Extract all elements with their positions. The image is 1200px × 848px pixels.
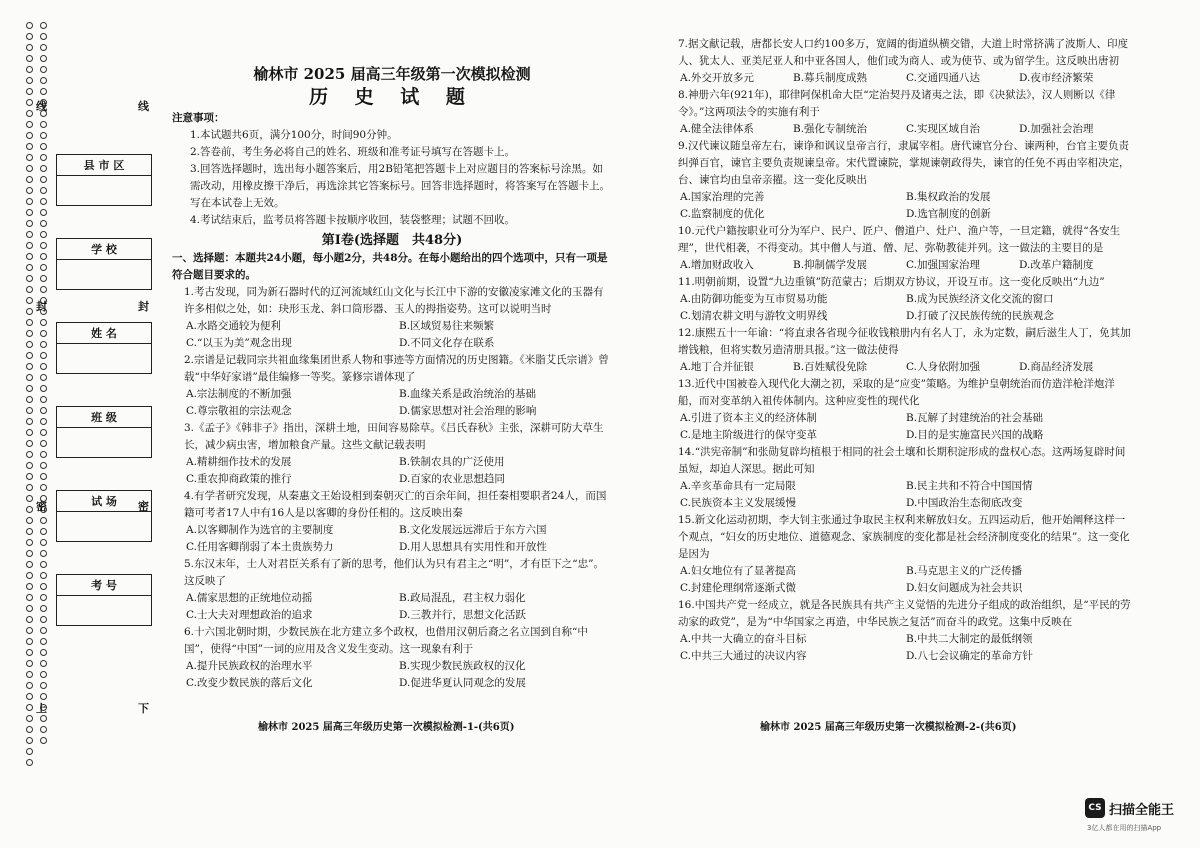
binding-hole (26, 605, 33, 612)
answer-option[interactable]: A.儒家思想的正统地位动摇 (186, 592, 313, 604)
answer-option[interactable]: C.“以玉为美”观念出现 (186, 337, 292, 349)
binding-hole (40, 341, 47, 348)
answer-option[interactable]: A.由防御功能变为互市贸易功能 (680, 293, 828, 305)
answer-option[interactable]: A.国家治理的完善 (680, 191, 765, 203)
answer-option[interactable]: D.不同文化存在联系 (399, 337, 495, 349)
question-stem: 15.新文化运动初期，李大钊主张通过争取民主权利来解放妇女。五四运动后，他开始阐释这样一个观点，“妇女的历史地位、道德观念、家族制度的变化都是社会经济制度变化的结果”。这一变化是因为 (678, 514, 1130, 560)
binding-hole (40, 44, 47, 51)
binding-hole (26, 110, 33, 117)
county-label: 县 市 区 (57, 155, 151, 176)
question-item (172, 556, 612, 624)
binding-hole (40, 33, 47, 40)
binding-hole (26, 132, 33, 139)
answer-option[interactable]: C.重农抑商政策的推行 (186, 473, 292, 485)
county-box[interactable] (56, 154, 152, 206)
option-group (666, 70, 1132, 87)
binding-hole (26, 715, 33, 722)
answer-option[interactable]: C.民族资本主义发展缓慢 (680, 497, 796, 509)
answer-option[interactable]: B.马克思主义的广泛传播 (906, 565, 1023, 577)
page-two-footer: 榆林市 2025 届高三年级历史第一次模拟检测-2-(共6页) (760, 722, 1017, 733)
binding-holes-outer (26, 22, 33, 766)
binding-hole (40, 594, 47, 601)
answer-option[interactable]: D.加强社会治理 (1019, 123, 1094, 135)
binding-hole (40, 561, 47, 568)
question-item (666, 444, 1132, 512)
binding-hole (26, 44, 33, 51)
answer-option[interactable]: D.妇女问题成为社会共识 (906, 582, 1023, 594)
seal-char-mid-right: 封 (138, 300, 149, 313)
binding-hole (26, 517, 33, 524)
binding-hole (26, 660, 33, 667)
question-stem: 9.汉代谏议随皇帝左右，谏诤和讽议皇帝言行，隶属宰相。唐代谏官分台、谏两种，台官主要负责纠弹百官，谏官主要负责规谏皇帝。宋代置谏院，掌规谏朝政得失，谏官的任免不再由宰相决定，台、谏官均由皇帝亲擢。这一变化反映出 (678, 140, 1130, 186)
question-stem: 11.明朝前期，设置“九边重镇”防范蒙古；后期双方协议，开设互市。这一变化反映出“九边” (678, 276, 1105, 288)
binding-hole (26, 550, 33, 557)
binding-hole (26, 275, 33, 282)
exam-room-label: 试 场 (57, 491, 151, 512)
binding-hole (26, 286, 33, 293)
answer-option[interactable]: C.交通四通八达 (906, 72, 980, 84)
binding-hole (40, 451, 47, 458)
option-group (666, 478, 1132, 512)
answer-option[interactable]: D.商品经济发展 (1019, 361, 1094, 373)
binding-hole (26, 352, 33, 359)
binding-hole (40, 187, 47, 194)
binding-hole (26, 451, 33, 458)
answer-option[interactable]: C.改变少数民族的落后文化 (186, 677, 313, 689)
answer-option[interactable]: D.改革户籍制度 (1019, 259, 1094, 271)
binding-hole (40, 407, 47, 414)
option-group (172, 590, 612, 624)
question-stem: 7.据文献记载，唐都长安人口约100多万，宽阔的街道纵横交错，大道上时常挤满了波斯人、印度人、犹太人、亚美尼亚人和中亚各国人，他们或为商人、或为使节、或为留学生。这反映出唐初 (678, 38, 1129, 67)
binding-hole (40, 330, 47, 337)
binding-hole (26, 759, 33, 766)
seal-char-top-left: 线 (36, 100, 47, 113)
binding-hole (26, 176, 33, 183)
binding-hole (40, 176, 47, 183)
binding-hole (26, 594, 33, 601)
binding-hole (26, 99, 33, 106)
answer-option[interactable]: A.健全法律体系 (680, 123, 754, 135)
binding-hole (40, 429, 47, 436)
page-two-column (666, 36, 1132, 665)
binding-hole (26, 506, 33, 513)
answer-option[interactable]: D.三教并行，思想文化活跃 (399, 609, 526, 621)
binding-hole (26, 440, 33, 447)
binding-hole (26, 495, 33, 502)
answer-option[interactable]: A.增加财政收入 (680, 259, 754, 271)
answer-option[interactable]: D.中国政治生态彻底改变 (906, 497, 1023, 509)
seal-char-top-right: 线 (138, 100, 149, 113)
question-stem: 6.十六国北朝时期，少数民族在北方建立多个政权，也借用汉朝后裔之名立国到自称“中国”，使得“中国”一词的应用及含义发生变动。这一现象有利于 (184, 626, 588, 655)
option-group (666, 631, 1132, 665)
answer-option[interactable]: B.民主共和不符合中国国情 (906, 480, 1033, 492)
question-item (172, 488, 612, 556)
answer-option[interactable]: C.是地主阶级进行的保守变革 (680, 429, 817, 441)
answer-option[interactable]: C.加强国家治理 (906, 259, 980, 271)
answer-option[interactable]: B.文化发展远远滞后于东方六国 (399, 524, 547, 536)
seal-char-mid-left: 封 (36, 300, 47, 313)
option-group (666, 257, 1132, 274)
question-item (172, 624, 612, 692)
answer-option[interactable]: B.瓦解了封建统治的社会基础 (906, 412, 1044, 424)
binding-hole (40, 638, 47, 645)
answer-option[interactable]: B.集权政治的发展 (906, 191, 991, 203)
question-stem: 8.神册六年(921年)，耶律阿保机命大臣“定治契丹及诸夷之法，即《决狱法》，汉人则断以《律令》。”这两项法令的实施有利于 (678, 89, 1116, 118)
binding-hole (40, 154, 47, 161)
binding-hole (26, 220, 33, 227)
option-group (666, 121, 1132, 138)
binding-hole (26, 341, 33, 348)
camscanner-icon: CS (1085, 798, 1105, 818)
binding-hole (40, 231, 47, 238)
answer-option[interactable]: C.中共三大通过的决议内容 (680, 650, 807, 662)
option-group (666, 291, 1132, 325)
binding-hole (26, 297, 33, 304)
binding-hole (26, 418, 33, 425)
note-item: 2.答卷前，考生务必将自己的姓名、班级和准考证号填写在答题卡上。 (190, 146, 516, 158)
answer-option[interactable]: C.划清农耕文明与游牧文明界线 (680, 310, 828, 322)
binding-hole (40, 209, 47, 216)
exam-title: 榆林市 2025 届高三年级第一次模拟检测 (253, 65, 531, 83)
binding-hole (40, 715, 47, 722)
binding-hole (40, 220, 47, 227)
binding-hole (26, 198, 33, 205)
note-item: 4.考试结束后，监考员将答题卡按顺序收回，装袋整理；试题不回收。 (190, 214, 516, 226)
school-label: 学 校 (57, 239, 151, 260)
answer-option[interactable]: C.任用客卿削弱了本土贵族势力 (186, 541, 334, 553)
binding-hole (40, 671, 47, 678)
binding-hole (40, 484, 47, 491)
answer-option[interactable]: B.区域贸易往来频繁 (399, 320, 495, 332)
binding-hole (40, 616, 47, 623)
question-stem: 4.有学者研究发现，从秦惠文王始设相到秦朝灭亡的百余年间，担任秦相要职者24人，而国籍可考者17人中有16人是以客卿的身份任相的。这反映出秦 (184, 490, 607, 519)
question-stem: 13.近代中国被卷入现代化大潮之初，采取的是“应变”策略。为维护皇朝统治而仿造洋枪洋炮洋船，而对变革纳入祖传体制内。这种应变性的现代化 (678, 378, 1115, 407)
binding-hole (26, 583, 33, 590)
option-group (666, 563, 1132, 597)
answer-option[interactable]: C.尊宗敬祖的宗法观念 (186, 405, 292, 417)
name-label: 姓 名 (57, 323, 151, 344)
binding-hole (40, 517, 47, 524)
binding-hole (26, 264, 33, 271)
answer-option[interactable]: A.宗法制度的不断加强 (186, 388, 292, 400)
question-item (666, 274, 1132, 325)
name-box[interactable] (56, 322, 152, 374)
binding-hole (40, 352, 47, 359)
binding-hole (26, 55, 33, 62)
binding-hole (40, 264, 47, 271)
binding-hole (26, 363, 33, 370)
section-intro: 一、选择题：本题共24小题，每小题2分，共48分。在每小题给出的四个选项中，只有一项是符合题目要求的。 (172, 252, 608, 281)
seal-char-low-left: 密 (36, 500, 47, 513)
question-item (666, 223, 1132, 274)
binding-hole (40, 363, 47, 370)
binding-hole (40, 66, 47, 73)
notes-heading: 注意事项： (172, 112, 225, 124)
seal-char-bottom-up: 上 (36, 702, 47, 715)
answer-option[interactable]: B.抑制儒学发展 (793, 259, 868, 271)
question-item (666, 325, 1132, 376)
option-group (172, 522, 612, 556)
answer-option[interactable]: D.八七会议确定的革命方针 (906, 650, 1033, 662)
option-group (172, 386, 612, 420)
binding-hole (40, 385, 47, 392)
answer-option[interactable]: A.地丁合并征银 (680, 361, 754, 373)
answer-option[interactable]: C.监察制度的优化 (680, 208, 765, 220)
answer-option[interactable]: C.实现区域自治 (906, 123, 980, 135)
binding-hole (26, 462, 33, 469)
binding-hole (26, 374, 33, 381)
binding-hole (26, 561, 33, 568)
binding-hole (40, 132, 47, 139)
question-stem: 5.东汉末年，士人对君臣关系有了新的思考，他们认为只有君主之“明”，才有臣下之“忠”。这反映了 (184, 558, 604, 587)
answer-option[interactable]: D.打破了汉民族传统的民族观念 (906, 310, 1054, 322)
binding-hole (26, 165, 33, 172)
binding-hole (40, 77, 47, 84)
question-item (666, 36, 1132, 87)
watermark-tagline: 3亿人都在用的扫描App (1087, 824, 1162, 832)
binding-hole (40, 682, 47, 689)
option-group (172, 318, 612, 352)
class-label: 班 级 (57, 407, 151, 428)
answer-option[interactable]: A.外交开放多元 (680, 72, 754, 84)
answer-option[interactable]: B.强化专制统治 (793, 123, 868, 135)
question-stem: 2.宗谱是记载同宗共祖血缘集团世系人物和事迹等方面情况的历史图籍。《米脂艾氏宗谱》曾载“中华好家谱”最佳编修一等奖。篆修宗谱体现了 (184, 354, 609, 383)
binding-hole (40, 462, 47, 469)
binding-hole (26, 737, 33, 744)
question-list-right (666, 36, 1132, 665)
question-item (666, 512, 1132, 597)
binding-hole (26, 726, 33, 733)
binding-hole (26, 88, 33, 95)
binding-hole (26, 649, 33, 656)
answer-option[interactable]: D.目的是实施富民兴国的战略 (906, 429, 1044, 441)
binding-hole (26, 671, 33, 678)
binding-hole (26, 187, 33, 194)
binding-hole (26, 319, 33, 326)
answer-option[interactable]: C.封建伦理纲常逐渐式微 (680, 582, 796, 594)
answer-option[interactable]: A.妇女地位有了显著提高 (680, 565, 796, 577)
school-box[interactable] (56, 238, 152, 290)
binding-hole (40, 572, 47, 579)
question-item (666, 597, 1132, 665)
binding-hole (40, 396, 47, 403)
binding-hole (26, 473, 33, 480)
binding-hole (26, 231, 33, 238)
answer-option[interactable]: B.铁制农具的广泛使用 (399, 456, 505, 468)
question-stem: 16.中国共产党一经成立，就是各民族具有共产主义觉悟的先进分子组成的政治组织，是“平民的劳动家的政党”，是为“中华国家之再造，中华民族之复活”而奋斗的政党。这集中反映在 (678, 599, 1131, 628)
binding-hole (40, 440, 47, 447)
answer-option[interactable]: D.用人思想具有实用性和开放性 (399, 541, 547, 553)
answer-option[interactable]: B.成为民族经济文化交流的窗口 (906, 293, 1054, 305)
answer-option[interactable]: A.精耕细作技术的发展 (186, 456, 292, 468)
seal-char-low-right: 密 (138, 500, 149, 513)
question-item (666, 376, 1132, 444)
binding-hole (40, 726, 47, 733)
page-one-footer: 榆林市 2025 届高三年级历史第一次模拟检测-1-(共6页) (258, 722, 515, 733)
answer-option[interactable]: D.百家的农业思想趋同 (399, 473, 505, 485)
binding-hole (40, 253, 47, 260)
answer-option[interactable]: B.血缘关系是政治统治的基础 (399, 388, 537, 400)
binding-hole (26, 385, 33, 392)
option-group (172, 454, 612, 488)
binding-hole (40, 627, 47, 634)
note-item: 3.回答选择题时，选出每小题答案后，用2B铅笔把答题卡上对应题目的答案标号涂黑。如需改动，用橡皮擦干净后，再选涂其它答案标号。回答非选择题时，将答案写在答题卡上。写在本试卷上无效。 (190, 163, 610, 209)
seal-char-bottom-down: 下 (138, 702, 149, 715)
binding-hole (40, 286, 47, 293)
answer-option[interactable]: B.募兵制度成熟 (793, 72, 868, 84)
question-stem: 1.考古发现，同为新石器时代的辽河流域红山文化与长江中下游的安徽凌家滩文化的玉器有许多相似之处，如：玦形玉龙、斜口筒形器、玉人的拇指姿势。这可以说明当时 (184, 286, 604, 315)
binding-hole (40, 143, 47, 150)
answer-option[interactable]: A.水路交通较为便利 (186, 320, 281, 332)
binding-hole (26, 121, 33, 128)
binding-hole (26, 572, 33, 579)
question-item (172, 284, 612, 352)
binding-hole (40, 275, 47, 282)
answer-option[interactable]: D.儒家思想对社会治理的影响 (399, 405, 537, 417)
binding-holes-inner (40, 22, 47, 744)
binding-hole (40, 693, 47, 700)
option-group (172, 658, 612, 692)
binding-hole (40, 55, 47, 62)
binding-hole (26, 242, 33, 249)
answer-option[interactable]: D.选官制度的创新 (906, 208, 991, 220)
binding-strip (22, 22, 154, 760)
binding-hole (40, 319, 47, 326)
binding-hole (26, 693, 33, 700)
question-stem: 10.元代户籍按职业可分为军户、民户、匠户、僧道户、灶户、渔户等，一旦定籍，就得“各安生理”，世代相袭，不得变动。其中僧人与道、僧、尼、弥勒教徒并列。这一做法的主要目的是 (678, 225, 1121, 254)
binding-hole (26, 704, 33, 711)
answer-option[interactable]: C.士大夫对理想政治的追求 (186, 609, 313, 621)
section-title: 第Ⅰ卷(选择题 共48分) (321, 233, 463, 248)
binding-hole (40, 88, 47, 95)
binding-hole (26, 627, 33, 634)
answer-option[interactable]: D.夜市经济繁荣 (1019, 72, 1094, 84)
answer-option[interactable]: B.中共二大制定的最低纲领 (906, 633, 1033, 645)
class-box[interactable] (56, 406, 152, 458)
binding-hole (40, 121, 47, 128)
answer-option[interactable]: A.引进了资本主义的经济体制 (680, 412, 817, 424)
exam-number-box[interactable] (56, 574, 152, 626)
question-item (666, 138, 1132, 223)
answer-option[interactable]: D.促进华夏认同观念的发展 (399, 677, 526, 689)
answer-option[interactable]: A.以客卿制作为选官的主要制度 (186, 524, 334, 536)
note-item: 1.本试题共6页，满分100分，时间90分钟。 (190, 129, 398, 141)
binding-hole (26, 330, 33, 337)
watermark-name: 扫描全能王 (1109, 803, 1175, 818)
binding-hole (26, 22, 33, 29)
question-stem: 12.康熙五十一年谕：“将直隶各省现今征收钱粮册内有名人丁，永为定数，嗣后滋生人丁，免其加增钱粮，但将实数另造清册具报。”这一做法使得 (678, 327, 1131, 356)
binding-hole (40, 539, 47, 546)
binding-hole (40, 528, 47, 535)
binding-hole (40, 649, 47, 656)
binding-hole (40, 660, 47, 667)
binding-hole (26, 209, 33, 216)
binding-hole (26, 308, 33, 315)
answer-option[interactable]: A.中共一大确立的奋斗目标 (680, 633, 807, 645)
binding-hole (26, 748, 33, 755)
answer-option[interactable]: A.辛亥革命具有一定局限 (680, 480, 796, 492)
binding-hole (26, 253, 33, 260)
binding-hole (26, 66, 33, 73)
binding-hole (26, 407, 33, 414)
question-stem: 3.《孟子》《韩非子》指出，深耕土地，田间容易除草。《吕氏春秋》主张，深耕可防大草生长，减少病虫害，增加粮食产量。这些文献记载表明 (184, 422, 604, 451)
answer-option[interactable]: B.政局混乱，君主权力弱化 (399, 592, 526, 604)
binding-hole (40, 418, 47, 425)
binding-hole (26, 396, 33, 403)
question-stem: 14.“洪宪帝制”和张勋复辟均植根于相同的社会土壤和长期积淀形成的盘权心态。这两场复辟时间虽短，却迫人深思。据此可知 (678, 446, 1126, 475)
option-group (666, 359, 1132, 376)
binding-hole (26, 528, 33, 535)
question-list-left (172, 284, 612, 692)
binding-hole (26, 682, 33, 689)
binding-hole (40, 198, 47, 205)
binding-hole (26, 484, 33, 491)
binding-hole (40, 737, 47, 744)
binding-hole (26, 429, 33, 436)
binding-hole (26, 143, 33, 150)
binding-hole (26, 77, 33, 84)
option-group (666, 410, 1132, 444)
binding-hole (40, 22, 47, 29)
binding-hole (40, 550, 47, 557)
answer-option[interactable]: B.百姓赋役免除 (793, 361, 868, 373)
answer-option[interactable]: A.提升民族政权的治理水平 (186, 660, 313, 672)
binding-hole (40, 374, 47, 381)
question-item (172, 420, 612, 488)
binding-hole (40, 242, 47, 249)
binding-hole (40, 165, 47, 172)
answer-option[interactable]: B.实现少数民族政权的汉化 (399, 660, 526, 672)
binding-hole (40, 605, 47, 612)
binding-hole (26, 616, 33, 623)
exam-room-box[interactable] (56, 490, 152, 542)
page-one-column (172, 58, 612, 692)
binding-hole (40, 583, 47, 590)
option-group (666, 189, 1132, 223)
answer-option[interactable]: C.人身依附加强 (906, 361, 980, 373)
binding-hole (26, 154, 33, 161)
scanner-watermark (1085, 798, 1185, 838)
exam-number-label: 考 号 (57, 575, 151, 596)
binding-hole (26, 33, 33, 40)
subject-title: 历 史 试 题 (309, 86, 475, 108)
binding-hole (26, 638, 33, 645)
question-item (172, 352, 612, 420)
question-item (666, 87, 1132, 138)
binding-hole (26, 539, 33, 546)
binding-hole (40, 473, 47, 480)
